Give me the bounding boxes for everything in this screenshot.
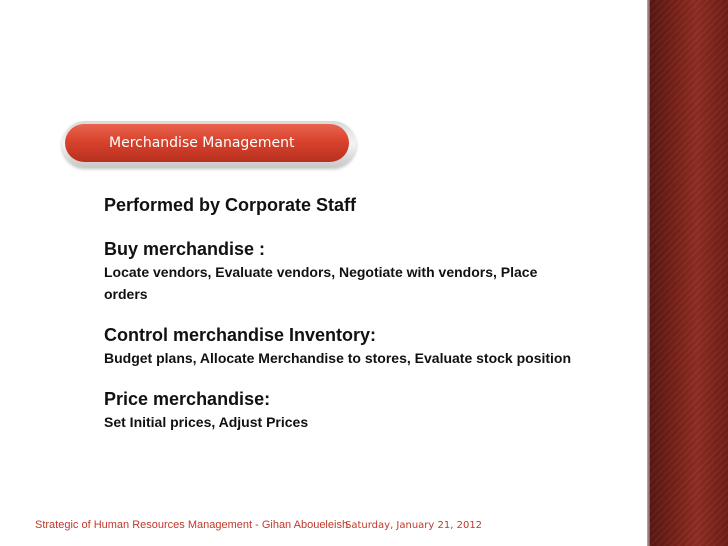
item-price-merchandise	[104, 387, 584, 433]
slide-content	[104, 193, 584, 451]
footer-course: Strategic of Human Resources Management - Gihan Aboueleish	[35, 519, 349, 531]
item-buy-merchandise	[104, 237, 584, 305]
section-header	[62, 121, 358, 169]
item-detail: Set Initial prices, Adjust Prices	[104, 414, 309, 430]
item-detail: Budget plans, Allocate Merchandise to stores, Evaluate stock position	[104, 350, 572, 366]
side-decorative-band	[650, 0, 728, 546]
item-title: Price merchandise:	[104, 389, 271, 409]
footer-date: Saturday, January 21, 2012	[345, 520, 483, 531]
intro-heading: Performed by Corporate Staff	[104, 195, 357, 215]
section-header-pill	[65, 124, 349, 162]
item-title: Control merchandise Inventory:	[104, 325, 377, 345]
section-header-label: Merchandise Management	[109, 135, 295, 151]
item-control-inventory	[104, 323, 584, 369]
intro-block	[104, 193, 584, 217]
item-title: Buy merchandise :	[104, 239, 266, 259]
item-detail: Locate vendors, Evaluate vendors, Negotiate with vendors, Place orders	[104, 264, 538, 302]
